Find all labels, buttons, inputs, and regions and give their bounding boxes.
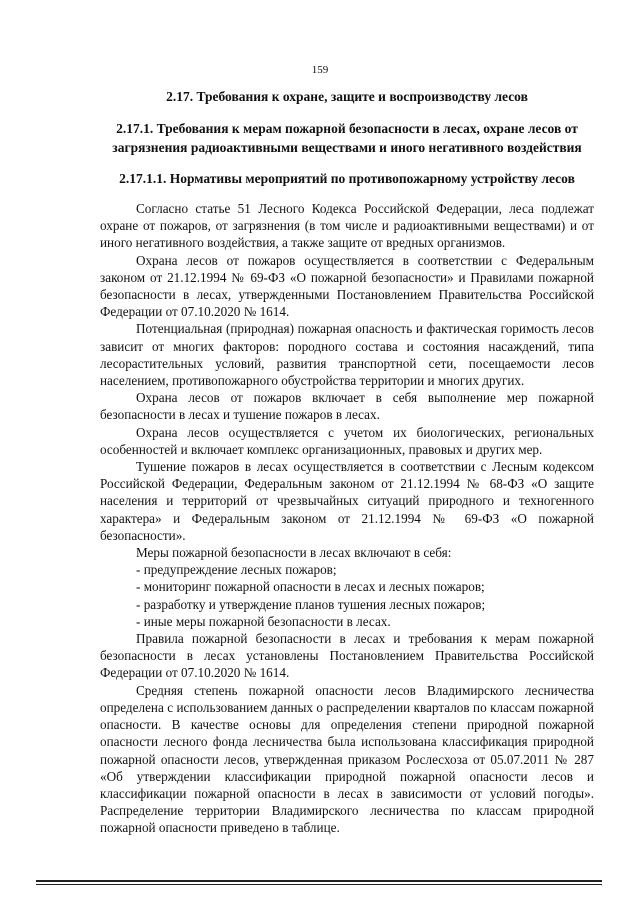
paragraph: Тушение пожаров в лесах осуществляется в соответствии с Лесным кодексом Российской Федерации, Федеральным законом от 21.12.1994 № 68-ФЗ «О защите населения и территорий от чрезвычайных ситуаций природного и техногенного характера» и Федеральным законом от 21.12.1994 № 69-ФЗ «О пожарной безопасности». <box>100 459 594 543</box>
footer-rule-thin <box>36 884 602 885</box>
list-item: - предупреждение лесных пожаров; <box>136 562 337 578</box>
paragraph: Согласно статье 51 Лесного Кодекса Российской Федерации, леса подлежат охране от пожаров, от загрязнения (в том числе и радиоактивными веществами) и от иного негативного воздействия, а также защите от вредных организмов. <box>100 201 594 251</box>
paragraph: Охрана лесов осуществляется с учетом их биологических, региональных особенностей и включает комплекс организационных, правовых и других мер. <box>100 424 594 457</box>
subsection-heading: 2.17.1. Требования к мерам пожарной безопасности в лесах, охране лесов от загрязнения радиоактивными веществами и иного негативного воздействия <box>112 121 582 155</box>
page-number: 159 <box>311 64 329 76</box>
footer-rule <box>36 880 602 882</box>
list-item: - иные меры пожарной безопасности в лесах. <box>136 613 391 629</box>
body-text <box>100 200 594 837</box>
paragraph: Охрана лесов от пожаров включает в себя выполнение мер пожарной безопасности в лесах и тушение пожаров в лесах. <box>100 390 594 423</box>
measures-intro: Меры пожарной безопасности в лесах включают в себя: <box>136 545 452 561</box>
section-heading: 2.17. Требования к охране, защите и воспроизводству лесов <box>166 89 528 104</box>
list-item: - разработку и утверждение планов тушения лесных пожаров; <box>136 596 486 612</box>
subsubsection-heading: 2.17.1.1. Нормативы мероприятий по противопожарному устройству лесов <box>119 171 575 186</box>
paragraph: Правила пожарной безопасности в лесах и требования к мерам пожарной безопасности в лесах установлены Постановлением Правительства Российской Федерации от 07.10.2020 № 1614. <box>100 631 594 681</box>
paragraph: Потенциальная (природная) пожарная опасность и фактическая горимость лесов зависит от многих факторов: породного состава и состояния насаждений, типа лесорастительных условий, развития транспортной сети, посещаемости лесов населением, противопожарного обустройства территории и многих других. <box>100 321 594 389</box>
list-item: - мониторинг пожарной опасности в лесах и лесных пожаров; <box>136 579 485 595</box>
paragraph: Охрана лесов от пожаров осуществляется в соответствии с Федеральным законом от 21.12.1994 № 69-ФЗ «О пожарной безопасности» и Правилами пожарной безопасности в лесах, утвержденными Постановлением Правительства Российской Федерации от 07.10.2020 № 1614. <box>100 252 594 320</box>
paragraph: Средняя степень пожарной опасности лесов Владимирского лесничества определена с использованием данных о распределении кварталов по классам пожарной опасности. В качестве основы для определения степени природной пожарной опасности лесного фонда лесничества была использована классификация природной пожарной опасности лесов, утвержденная приказом Рослесхоза от 05.07.2011 № 287 «Об утверждении классификации природной пожарной опасности лесов и классификации пожарной опасности в лесах в зависимости от условий погоды». Распределение территории Владимирского лесничества по классам природной пожарной опасности приведено в таблице. <box>100 682 594 836</box>
